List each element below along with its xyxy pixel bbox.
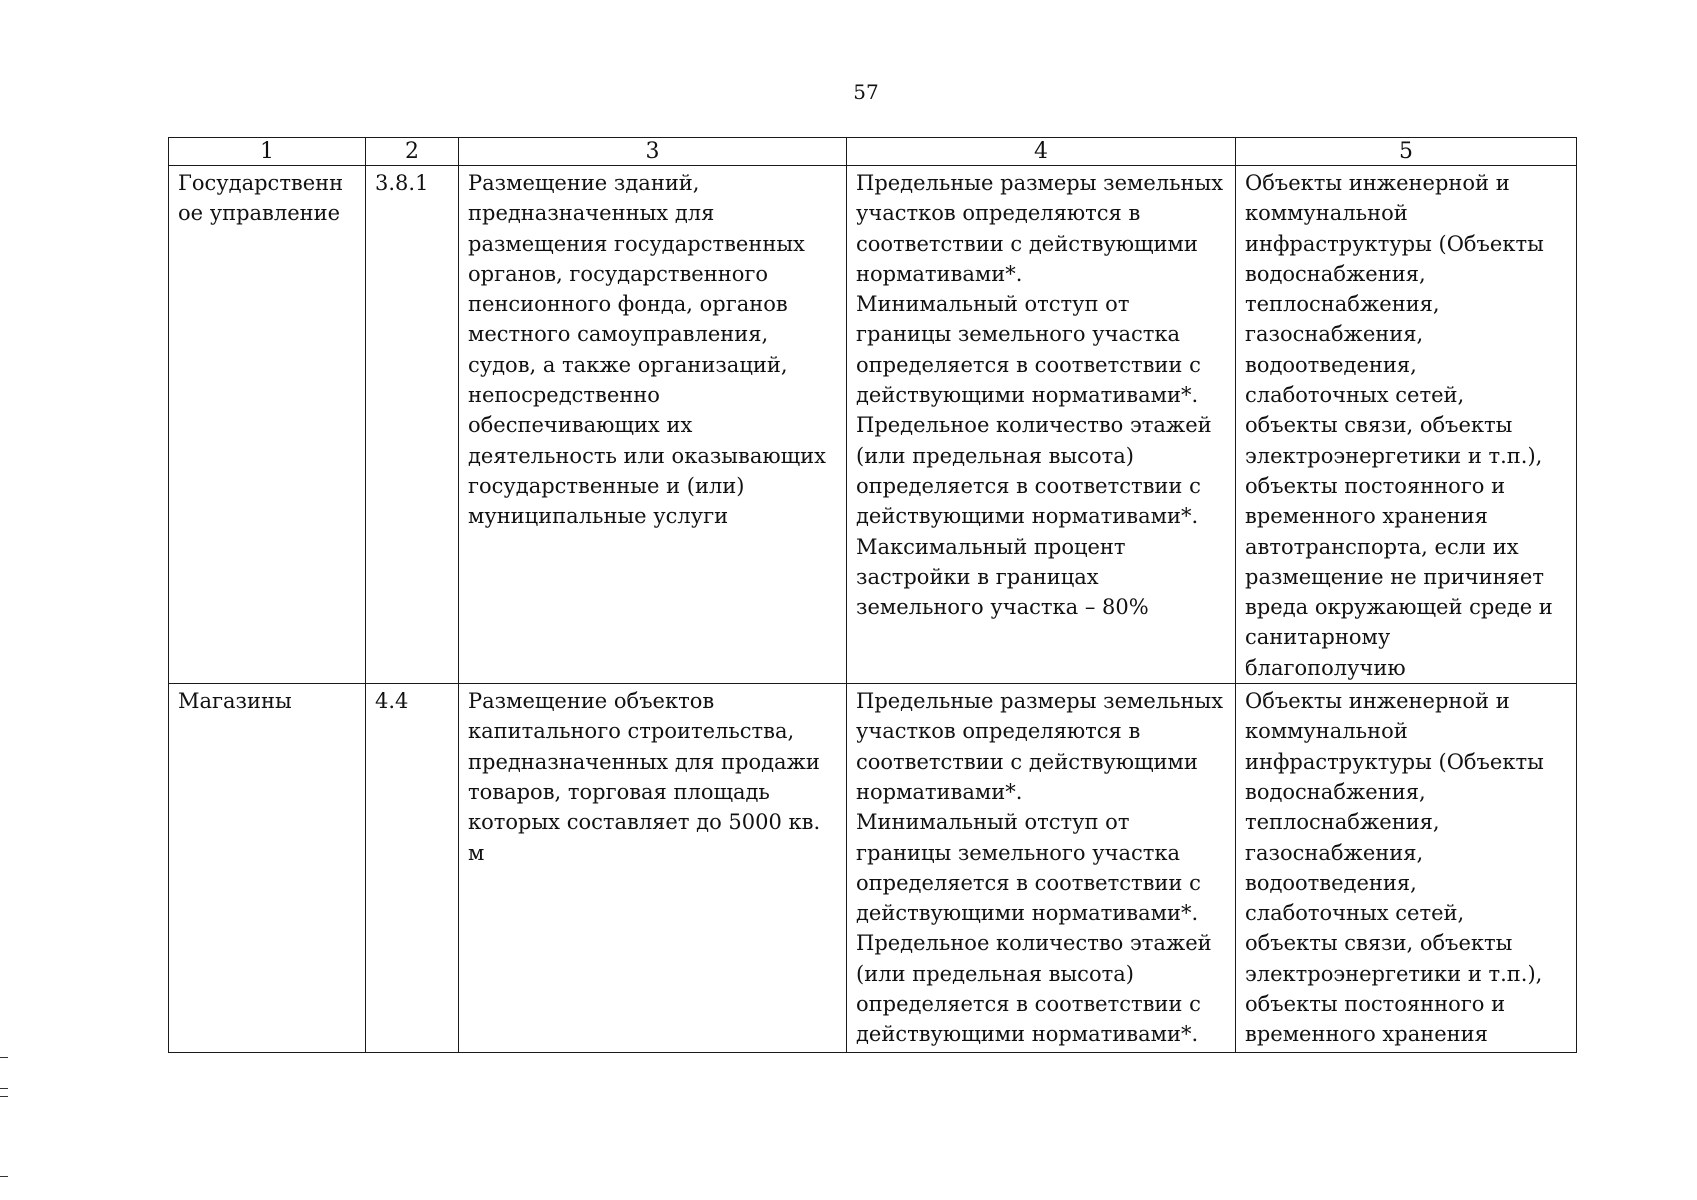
text-line: газоснабжения,	[1245, 322, 1424, 347]
text-line: земельного участка – 80%	[856, 595, 1149, 620]
table-row	[169, 166, 1577, 684]
text-line: товаров, торговая площадь	[468, 779, 770, 804]
text-line: застройки в границах	[856, 564, 1099, 589]
text-line: непосредственно	[468, 383, 660, 408]
text-line: государственные и (или)	[468, 473, 745, 498]
text-line: теплоснабжения,	[1245, 292, 1440, 317]
description-cell	[459, 684, 847, 1053]
column-header-2: 2	[366, 138, 459, 166]
text-line: местного самоуправления,	[468, 322, 769, 347]
text-line: участков определяются в	[856, 201, 1141, 226]
text-line: пенсионного фонда, органов	[468, 292, 788, 317]
text-line: нормативами*.	[856, 779, 1023, 804]
text-line: деятельность или оказывающих	[468, 443, 827, 468]
text-line: слаботочных сетей,	[1245, 901, 1465, 926]
text-line: коммунальной	[1245, 201, 1408, 226]
text-line: которых составляет до 5000 кв.	[468, 810, 821, 835]
text-line: инфраструктуры (Объекты	[1245, 231, 1544, 256]
regulations-table	[168, 137, 1577, 1053]
text-line: электроэнергетики и т.п.),	[1245, 443, 1543, 468]
text-line: инфраструктуры (Объекты	[1245, 749, 1544, 774]
text-line: размещения государственных	[468, 231, 805, 256]
scan-margin-mark	[0, 1096, 8, 1097]
text-line: муниципальные услуги	[468, 504, 729, 529]
text-line: Предельные размеры земельных	[856, 171, 1224, 195]
text-line: Предельное количество этажей	[856, 931, 1212, 956]
scan-margin-mark	[0, 1057, 8, 1058]
description-cell	[459, 166, 847, 684]
text-line: водоснабжения,	[1245, 779, 1426, 804]
text-line: границы земельного участка	[856, 840, 1181, 865]
scan-margin-mark	[0, 1176, 8, 1177]
text-line: объекты связи, объекты	[1245, 931, 1513, 956]
text-line: действующими нормативами*.	[856, 1022, 1199, 1047]
text-line: объекты постоянного и	[1245, 473, 1506, 498]
text-line: слаботочных сетей,	[1245, 383, 1465, 408]
text-line: вреда окружающей среде и	[1245, 595, 1553, 620]
text-line: временного хранения	[1245, 1022, 1488, 1047]
text-line: Магазины	[178, 689, 292, 714]
text-line: Предельные размеры земельных	[856, 689, 1224, 714]
text-line: определяется в соответствии с	[856, 992, 1201, 1017]
text-line: нормативами*.	[856, 261, 1023, 286]
text-line: Минимальный отступ от	[856, 810, 1130, 835]
text-line: действующими нормативами*.	[856, 901, 1199, 926]
column-header-5: 5	[1236, 138, 1577, 166]
text-line: определяется в соответствии с	[856, 352, 1201, 377]
land-use-type-cell	[169, 166, 366, 684]
land-use-type-cell	[169, 684, 366, 1053]
code-cell	[366, 166, 459, 684]
text-line: органов, государственного	[468, 261, 768, 286]
text-line: (или предельная высота)	[856, 443, 1134, 468]
text-line: электроэнергетики и т.п.),	[1245, 961, 1543, 986]
text-line: временного хранения	[1245, 504, 1488, 529]
text-line: соответствии с действующими	[856, 749, 1198, 774]
code-cell	[366, 684, 459, 1053]
text-line: санитарному	[1245, 625, 1391, 650]
text-line: действующими нормативами*.	[856, 383, 1199, 408]
column-header-1: 1	[169, 138, 366, 166]
text-line: определяется в соответствии с	[856, 870, 1201, 895]
text-line: Объекты инженерной и	[1245, 689, 1510, 714]
text-line: водоотведения,	[1245, 352, 1417, 377]
column-header-4: 4	[847, 138, 1236, 166]
parameters-cell	[847, 166, 1236, 684]
text-line: определяется в соответствии с	[856, 473, 1201, 498]
column-header-3: 3	[459, 138, 847, 166]
text-line: обеспечивающих их	[468, 413, 693, 438]
table-row	[169, 684, 1577, 1053]
text-line: Предельное количество этажей	[856, 413, 1212, 438]
table-header-row	[169, 138, 1577, 166]
text-line: предназначенных для продажи	[468, 749, 820, 774]
text-line: коммунальной	[1245, 719, 1408, 744]
text-line: объекты постоянного и	[1245, 992, 1506, 1017]
text-line: Максимальный процент	[856, 534, 1126, 559]
text-line: Объекты инженерной и	[1245, 171, 1510, 195]
text-line: ое управление	[178, 201, 341, 226]
text-line: соответствии с действующими	[856, 231, 1198, 256]
text-line: Государственн	[178, 171, 344, 195]
text-line: газоснабжения,	[1245, 840, 1424, 865]
text-line: 4.4	[375, 689, 409, 714]
text-line: объекты связи, объекты	[1245, 413, 1513, 438]
text-line: действующими нормативами*.	[856, 504, 1199, 529]
text-line: Размещение объектов	[468, 689, 715, 714]
text-line: капитального строительства,	[468, 719, 795, 744]
text-line: водоснабжения,	[1245, 261, 1426, 286]
text-line: теплоснабжения,	[1245, 810, 1440, 835]
text-line: участков определяются в	[856, 719, 1141, 744]
text-line: автотранспорта, если их	[1245, 534, 1519, 559]
page-number: 57	[853, 80, 879, 104]
text-line: границы земельного участка	[856, 322, 1181, 347]
text-line: судов, а также организаций,	[468, 352, 788, 377]
text-line: Минимальный отступ от	[856, 292, 1130, 317]
scan-margin-mark	[0, 1088, 8, 1089]
auxiliary-uses-cell	[1236, 684, 1577, 1053]
text-line: благополучию	[1245, 655, 1406, 680]
text-line: 3.8.1	[375, 171, 429, 195]
text-line: предназначенных для	[468, 201, 715, 226]
auxiliary-uses-cell	[1236, 166, 1577, 684]
text-line: размещение не причиняет	[1245, 564, 1544, 589]
text-line: м	[468, 840, 485, 865]
text-line: водоотведения,	[1245, 870, 1417, 895]
text-line: Размещение зданий,	[468, 171, 700, 195]
parameters-cell	[847, 684, 1236, 1053]
text-line: (или предельная высота)	[856, 961, 1134, 986]
